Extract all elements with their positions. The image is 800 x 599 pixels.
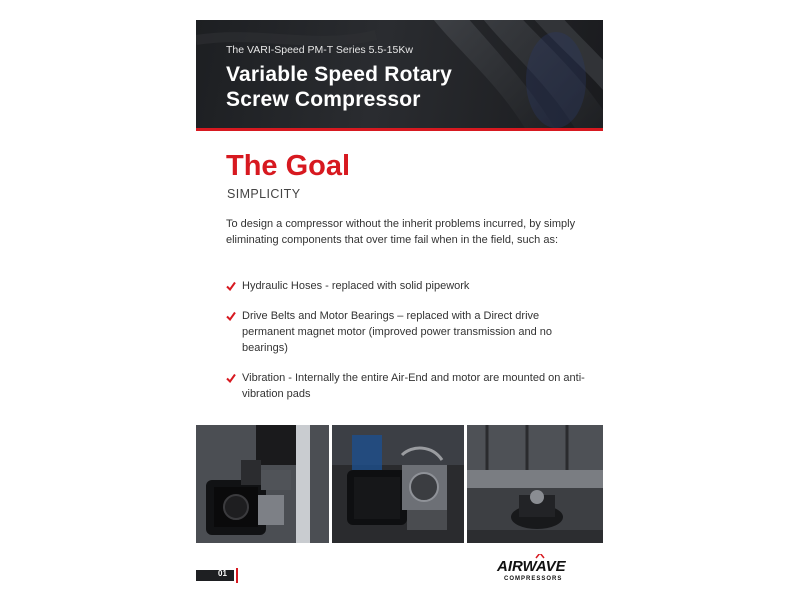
list-item-text: Hydraulic Hoses - replaced with solid pipework bbox=[242, 280, 470, 292]
page-number: 01 bbox=[218, 569, 227, 578]
brochure-page bbox=[196, 20, 603, 586]
list-item bbox=[226, 308, 586, 356]
photo-anti-vibration-pads bbox=[467, 425, 603, 543]
header-red-rule bbox=[196, 128, 603, 131]
page-number-bar bbox=[196, 570, 234, 581]
section-subtitle: SIMPLICITY bbox=[227, 187, 301, 201]
anti-vibration-photo-image bbox=[467, 425, 603, 543]
list-item bbox=[226, 278, 586, 294]
list-item bbox=[226, 370, 586, 402]
direct-drive-photo-image bbox=[332, 425, 464, 543]
footer-red-rule bbox=[236, 568, 238, 583]
checkmark-icon bbox=[226, 281, 236, 291]
list-item-text: Vibration - Internally the entire Air-End and motor are mounted on anti-vibration pads bbox=[242, 372, 585, 400]
checkmark-icon bbox=[226, 373, 236, 383]
logo-name: AIRWAVE bbox=[497, 558, 566, 575]
airwave-logo bbox=[496, 554, 581, 584]
motor-photo-image bbox=[196, 425, 329, 543]
header-title: Variable Speed Rotary Screw Compressor bbox=[226, 63, 452, 111]
section-title: The Goal bbox=[226, 150, 351, 182]
header-subtitle: The VARI-Speed PM-T Series 5.5-15Kw bbox=[226, 44, 413, 56]
feature-list bbox=[226, 278, 586, 416]
list-item-text: Drive Belts and Motor Bearings – replaced with a Direct drive permanent magnet motor (improved power transmission and no bearings) bbox=[242, 310, 552, 354]
photo-direct-drive bbox=[332, 425, 464, 543]
photo-strip bbox=[196, 425, 603, 543]
logo-subtitle: COMPRESSORS bbox=[504, 576, 563, 582]
intro-paragraph: To design a compressor without the inherit problems incurred, by simply eliminating components that over time fail when in the field, such as: bbox=[226, 218, 576, 246]
checkmark-icon bbox=[226, 311, 236, 321]
photo-motor bbox=[196, 425, 329, 543]
header-banner bbox=[196, 20, 603, 128]
